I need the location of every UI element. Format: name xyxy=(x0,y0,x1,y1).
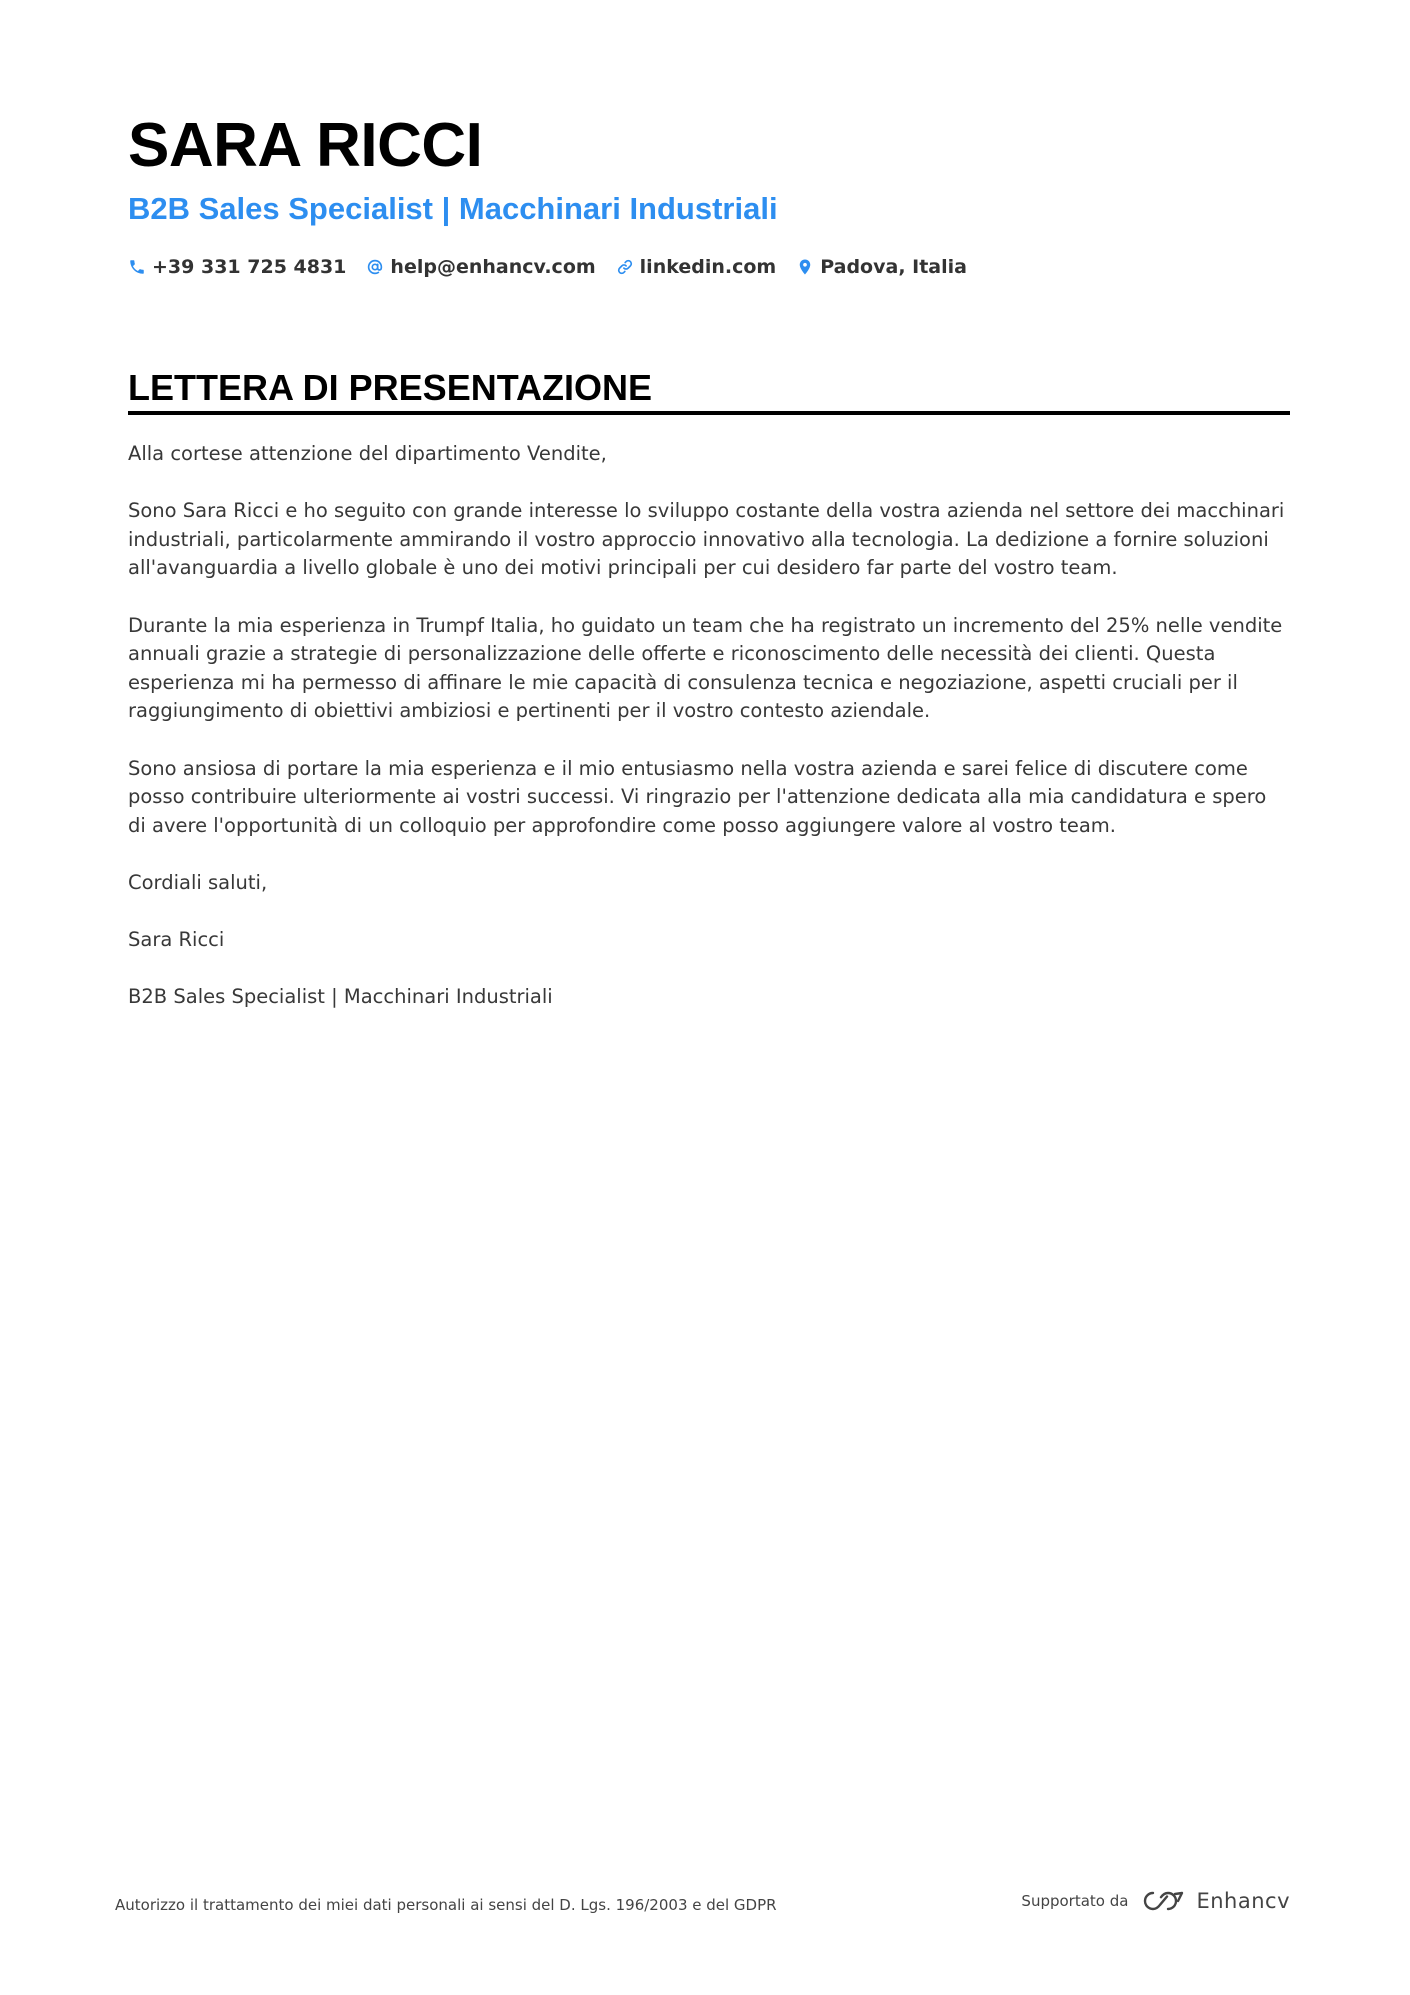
contact-location-text: Padova, Italia xyxy=(820,256,967,278)
candidate-role: B2B Sales Specialist | Macchinari Industriali xyxy=(128,191,778,226)
contact-bar xyxy=(128,253,967,281)
letter-signature-role: B2B Sales Specialist | Macchinari Industriali xyxy=(128,985,553,1009)
section-title: LETTERA DI PRESENTAZIONE xyxy=(128,367,653,408)
letter-paragraph-1: Sono Sara Ricci e ho seguito con grande interesse lo sviluppo costante della vostra azienda nel settore dei macchinari industriali, particolarmente ammirando il vostro approccio innovativo alla tecnologia. La dedizione a fornire soluzioni all'avanguardia a livello globale è uno dei motivi principali per cui desidero far parte del vostro team. xyxy=(128,499,1285,580)
section-divider xyxy=(128,411,1290,415)
enhancv-logo-icon xyxy=(1140,1888,1188,1914)
link-icon xyxy=(616,258,634,276)
letter-signature-name: Sara Ricci xyxy=(128,928,225,952)
letter-body xyxy=(128,440,1290,1040)
enhancv-brand[interactable] xyxy=(1140,1888,1290,1914)
letter-salutation: Alla cortese attenzione del dipartimento Vendite, xyxy=(128,442,607,465)
location-pin-icon xyxy=(796,258,814,276)
phone-icon xyxy=(128,258,146,276)
letter-paragraph-2: Durante la mia esperienza in Trumpf Italia, ho guidato un team che ha registrato un incremento del 25% nelle vendite annuali grazie a strategie di personalizzazione delle offerte e riconoscimento delle necessità dei clienti. Questa esperienza mi ha permesso di affinare le mie capacità di consulenza tecnica e negoziazione, aspetti cruciali per il raggiungimento di obiettivi ambiziosi e pertinenti per il vostro contesto aziendale. xyxy=(128,613,1283,723)
contact-phone xyxy=(128,253,346,281)
candidate-name: SARA RICCI xyxy=(128,111,483,180)
contact-linkedin xyxy=(616,253,777,281)
powered-by xyxy=(1021,1888,1290,1914)
contact-location xyxy=(796,253,967,281)
contact-email xyxy=(366,253,595,281)
letter-closing: Cordiali saluti, xyxy=(128,870,268,894)
powered-by-label: Supportato da xyxy=(1021,1892,1129,1910)
privacy-consent-note: Autorizzo il trattamento dei miei dati personali ai sensi del D. Lgs. 196/2003 e del GDPR xyxy=(115,1896,777,1914)
contact-linkedin-text[interactable]: linkedin.com xyxy=(639,256,777,278)
letter-paragraph-3: Sono ansiosa di portare la mia esperienza e il mio entusiasmo nella vostra azienda e sarei felice di discutere come posso contribuire ulteriormente ai vostri successi. Vi ringrazio per l'attenzione dedicata alla mia candidatura e spero di avere l'opportunità di un colloquio per approfondire come posso aggiungere valore al vostro team. xyxy=(128,756,1267,837)
contact-email-text[interactable]: help@enhancv.com xyxy=(390,256,596,278)
contact-phone-text[interactable]: +39 331 725 4831 xyxy=(152,256,347,278)
at-icon xyxy=(366,258,384,276)
enhancv-brand-name: Enhancv xyxy=(1196,1889,1290,1913)
